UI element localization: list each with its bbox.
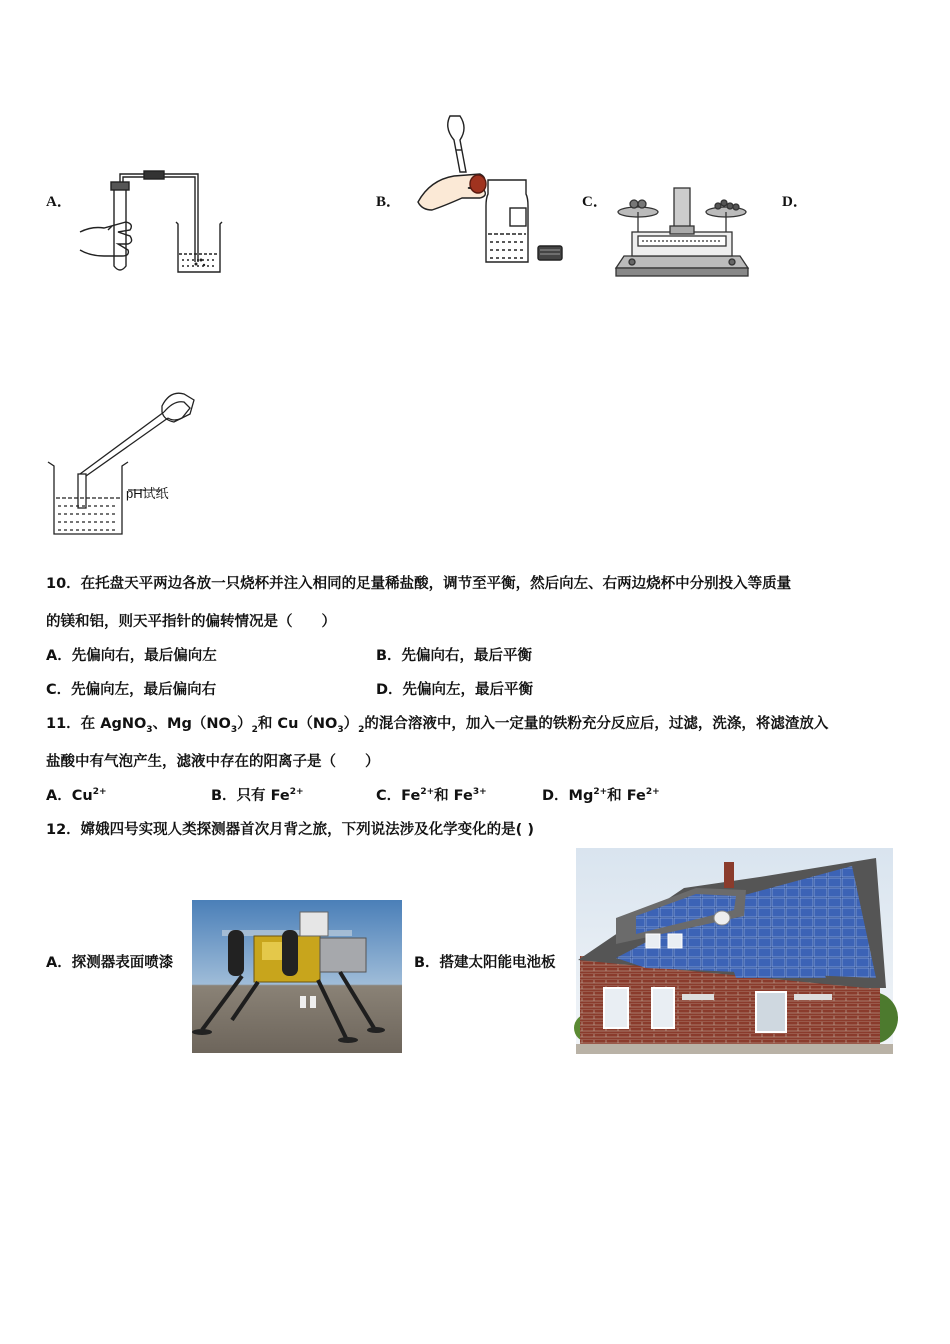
q11-stem-part6: 的混合溶液中，加入一定量的铁粉充分反应后，过滤，洗涤，将滤渣放入	[364, 716, 829, 732]
q11-stem-part5: ）	[343, 716, 359, 732]
q11-option-d-charge2: 2+	[645, 787, 660, 798]
q11-stem-part2: 、Mg（NO	[152, 716, 231, 732]
q11-sub-2: 2	[251, 724, 258, 735]
q10-option-a: A．先偏向右，最后偏向左	[46, 648, 217, 664]
q11-option-c-charge1: 2+	[420, 787, 435, 798]
q11-option-c	[376, 784, 487, 805]
q12-stem: 12．嫦娥四号实现人类探测器首次月背之旅，下列说法涉及化学变化的是( )	[46, 822, 534, 838]
q11-option-d	[542, 784, 660, 805]
q11-stem-line2: 盐酸中有气泡产生，滤液中存在的阳离子是（ ）	[46, 754, 380, 770]
q11-stem-line1	[46, 712, 828, 735]
q11-option-d-ion2: 和 Fe	[607, 788, 646, 804]
option-c-label: C．	[582, 194, 608, 210]
q11-option-d-ion1: Mg	[568, 788, 594, 804]
option-a-label: A．	[46, 194, 72, 210]
q11-option-c-ion2: 和 Fe	[434, 788, 473, 804]
figure-d-ph-paper	[44, 388, 204, 538]
ph-paper-label: pH试纸	[126, 486, 169, 501]
solar-house-photo	[576, 848, 893, 1054]
q11-option-b-text: 只有 Fe	[236, 788, 290, 804]
figure-b-dropper-bottle	[414, 110, 564, 270]
q10-stem-line1: 10．在托盘天平两边各放一只烧杯并注入相同的足量稀盐酸，调节至平衡，然后向左、右两边烧杯中分别投入等质量	[46, 576, 792, 592]
q11-option-a-ion: Cu	[71, 788, 93, 804]
q11-option-c-charge2: 3+	[472, 787, 487, 798]
q11-option-a-charge: 2+	[92, 787, 107, 798]
option-d-label: D．	[782, 194, 808, 210]
figure-c-balance	[612, 186, 752, 280]
q10-option-b: B．先偏向右，最后平衡	[376, 648, 533, 664]
q11-sub-3: 3	[146, 724, 153, 735]
q11-stem-part4: 和 Cu（NO	[257, 716, 338, 732]
q11-option-a-label: A．	[46, 788, 72, 804]
lunar-lander-photo	[192, 900, 402, 1053]
q11-stem-part3: ）	[237, 716, 252, 732]
q11-option-d-charge1: 2+	[593, 787, 608, 798]
q10-stem-line2: 的镁和铝，则天平指针的偏转情况是（ ）	[46, 614, 336, 630]
q11-option-c-label: C．	[376, 788, 402, 804]
q11-option-c-ion1: Fe	[401, 788, 421, 804]
q11-sub-3b: 3	[230, 724, 238, 735]
q10-option-c: C．先偏向左，最后偏向右	[46, 682, 217, 698]
option-b-label: B．	[376, 194, 402, 210]
q12-option-b: B．搭建太阳能电池板	[414, 955, 556, 971]
q10-option-d: D．先偏向左，最后平衡	[376, 682, 534, 698]
q11-option-b	[211, 784, 304, 805]
q11-stem-part1: 11．在 AgNO	[46, 716, 147, 732]
q11-option-a	[46, 784, 107, 805]
figure-a-gas-tightness-check	[78, 166, 228, 278]
q11-sub-3c: 3	[337, 724, 344, 735]
q11-sub-2b: 2	[358, 724, 365, 735]
q11-option-d-label: D．	[542, 788, 569, 804]
q11-option-b-charge: 2+	[289, 787, 304, 798]
q12-option-a: A．探测器表面喷漆	[46, 955, 174, 971]
q11-option-b-label: B．	[211, 788, 237, 804]
